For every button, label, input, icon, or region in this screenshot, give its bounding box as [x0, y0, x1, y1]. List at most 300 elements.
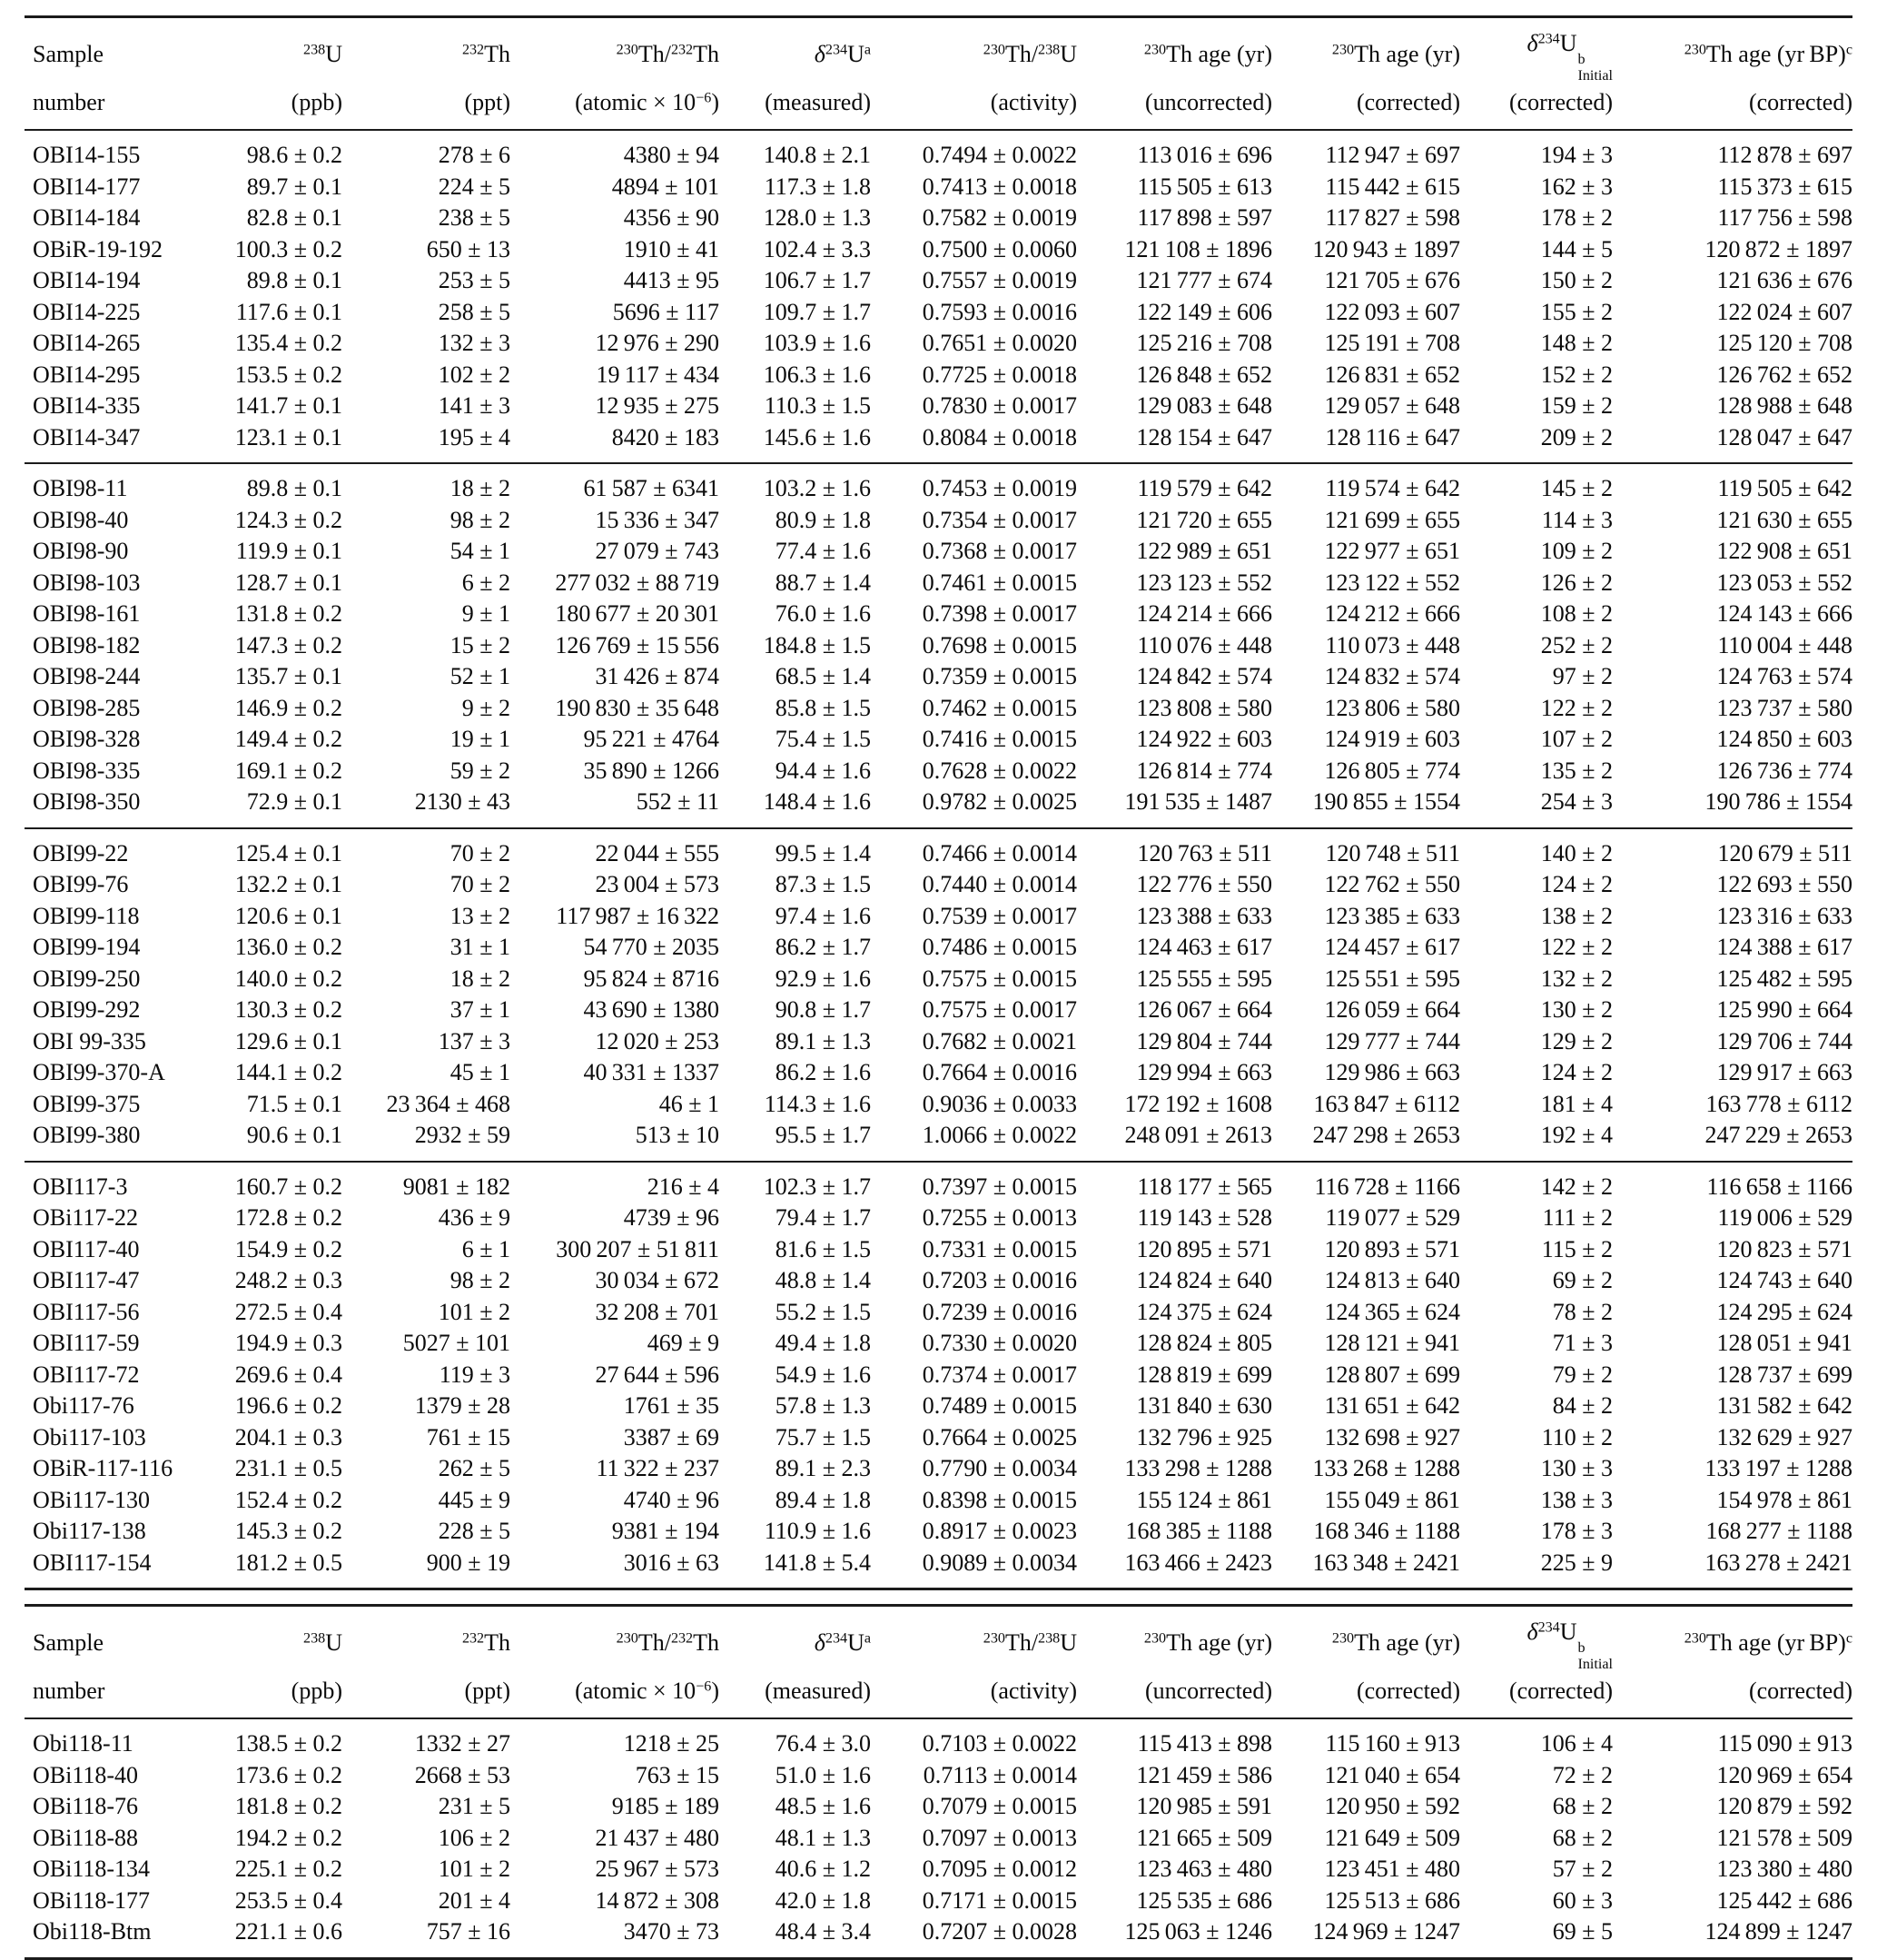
cell-sample: OBI99-76 — [33, 871, 129, 898]
cell-sample: OBI14-184 — [33, 204, 141, 232]
cell-age-bp: 163 278 ± 2421 — [1704, 1549, 1852, 1576]
cell-age-uncorrected: 120 985 ± 591 — [1136, 1793, 1272, 1820]
cell-age-bp: 125 990 ± 664 — [1716, 996, 1852, 1024]
cell-age-uncorrected: 117 898 ± 597 — [1137, 204, 1272, 232]
cell-age-uncorrected: 115 505 ± 613 — [1137, 173, 1272, 200]
table-row — [25, 630, 1852, 662]
cell-th230-u238-activity: 0.7171 ± 0.0015 — [922, 1886, 1077, 1914]
cell-age-uncorrected: 126 067 ± 664 — [1136, 996, 1272, 1024]
cell-sample: OBI14-225 — [33, 298, 141, 325]
cell-u238: 124.3 ± 0.2 — [234, 506, 342, 533]
cell-sample: OBi118-88 — [33, 1824, 139, 1851]
cell-d234u-measured: 75.7 ± 1.5 — [775, 1423, 871, 1450]
table-row — [25, 693, 1852, 725]
table-row — [25, 1162, 1852, 1203]
header-th230-u238-activity: (activity) — [990, 89, 1077, 116]
cell-u238: 169.1 ± 0.2 — [234, 757, 342, 784]
cell-age-corrected: 120 950 ± 592 — [1324, 1793, 1460, 1820]
cell-th230-u238-activity: 0.7698 ± 0.0015 — [922, 631, 1077, 658]
sample-group — [25, 130, 1852, 463]
cell-u238: 221.1 ± 0.6 — [234, 1918, 342, 1945]
cell-u238: 181.8 ± 0.2 — [234, 1793, 342, 1820]
cell-age-corrected: 131 651 ± 642 — [1324, 1392, 1460, 1420]
cell-th232: 2668 ± 53 — [414, 1761, 510, 1788]
cell-age-uncorrected: 121 720 ± 655 — [1136, 506, 1272, 533]
cell-th230-u238-activity: 0.7103 ± 0.0022 — [922, 1730, 1077, 1757]
cell-th232: 1379 ± 28 — [414, 1392, 510, 1420]
cell-age-uncorrected: 124 214 ± 666 — [1136, 600, 1272, 628]
cell-th230-u238-activity: 0.7593 ± 0.0016 — [922, 298, 1077, 325]
cell-age-uncorrected: 155 124 ± 861 — [1136, 1486, 1272, 1513]
cell-sample: OBI14-265 — [33, 330, 141, 357]
cell-d234u-initial: 135 ± 2 — [1540, 757, 1613, 784]
cell-th232: 278 ± 6 — [438, 142, 510, 169]
cell-age-bp: 154 978 ± 861 — [1716, 1486, 1852, 1513]
cell-age-corrected: 125 551 ± 595 — [1324, 965, 1460, 992]
cell-u238: 160.7 ± 0.2 — [234, 1173, 342, 1200]
cell-th230-u238-activity: 0.7079 ± 0.0015 — [922, 1793, 1077, 1820]
cell-th230-u238-activity: 0.7374 ± 0.0017 — [922, 1361, 1077, 1388]
cell-sample: OBI98-285 — [33, 694, 141, 721]
cell-d234u-measured: 110.3 ± 1.5 — [764, 392, 871, 420]
cell-th230-u238-activity: 0.7331 ± 0.0015 — [922, 1235, 1077, 1262]
header-u238: (ppb) — [291, 1678, 342, 1705]
cell-age-bp: 168 277 ± 1188 — [1705, 1518, 1852, 1545]
cell-th230-u238-activity: 0.7397 ± 0.0015 — [922, 1173, 1077, 1200]
cell-age-uncorrected: 118 177 ± 565 — [1137, 1173, 1272, 1200]
cell-th230-th232-ratio: 277 032 ± 88 719 — [555, 569, 719, 596]
cell-d234u-measured: 103.9 ± 1.6 — [763, 330, 871, 357]
cell-th232: 238 ± 5 — [438, 204, 510, 232]
cell-age-uncorrected: 128 154 ± 647 — [1136, 423, 1272, 450]
cell-age-bp: 119 006 ± 529 — [1717, 1204, 1852, 1232]
cell-age-uncorrected: 119 143 ± 528 — [1137, 1204, 1272, 1232]
header-sample: Sample — [33, 40, 104, 67]
cell-th230-th232-ratio: 4380 ± 94 — [623, 142, 719, 169]
cell-sample: OBI117-40 — [33, 1235, 140, 1262]
cell-th232: 228 ± 5 — [438, 1518, 510, 1545]
cell-age-uncorrected: 125 555 ± 595 — [1136, 965, 1272, 992]
cell-d234u-measured: 184.8 ± 1.5 — [763, 631, 871, 658]
cell-th230-u238-activity: 0.7416 ± 0.0015 — [922, 726, 1077, 753]
cell-th230-u238-activity: 0.7368 ± 0.0017 — [922, 538, 1077, 565]
table-row — [25, 828, 1852, 870]
header-d234u-initial: (corrected) — [1508, 1678, 1613, 1705]
cell-sample: Obi117-76 — [33, 1392, 134, 1420]
cell-age-bp: 123 380 ± 480 — [1716, 1856, 1852, 1883]
cell-d234u-measured: 92.9 ± 1.6 — [775, 965, 871, 992]
cell-age-bp: 120 679 ± 511 — [1717, 839, 1852, 866]
cell-th230-th232-ratio: 300 207 ± 51 811 — [556, 1235, 719, 1262]
table-row — [25, 995, 1852, 1026]
cell-th232: 59 ± 2 — [449, 757, 510, 784]
cell-d234u-initial: 68 ± 2 — [1552, 1793, 1613, 1820]
cell-d234u-initial: 150 ± 2 — [1540, 267, 1613, 294]
cell-u238: 89.8 ± 0.1 — [246, 475, 342, 502]
cell-age-bp: 163 778 ± 6112 — [1705, 1090, 1852, 1117]
cell-age-corrected: 123 385 ± 633 — [1324, 902, 1460, 929]
cell-age-bp: 124 388 ± 617 — [1716, 934, 1852, 961]
cell-d234u-initial: 122 ± 2 — [1540, 694, 1613, 721]
uth-table-lower — [25, 1604, 1852, 1960]
cell-th230-th232-ratio: 4413 ± 95 — [623, 267, 719, 294]
cell-th230-th232-ratio: 25 967 ± 573 — [595, 1856, 719, 1883]
cell-age-uncorrected: 129 083 ± 648 — [1136, 392, 1272, 420]
cell-th230-th232-ratio: 3016 ± 63 — [623, 1549, 719, 1576]
cell-th232: 23 364 ± 468 — [386, 1090, 510, 1117]
table-row — [25, 172, 1852, 203]
cell-th232: 9081 ± 182 — [402, 1173, 510, 1200]
cell-th230-u238-activity: 0.7330 ± 0.0020 — [922, 1330, 1077, 1357]
cell-u238: 72.9 ± 0.1 — [246, 788, 342, 816]
cell-d234u-initial: 178 ± 2 — [1540, 204, 1613, 232]
cell-sample: OBI99-370-A — [33, 1059, 165, 1086]
cell-u238: 149.4 ± 0.2 — [234, 726, 342, 753]
cell-th230-u238-activity: 0.7359 ± 0.0015 — [922, 663, 1077, 690]
cell-age-bp: 126 762 ± 652 — [1716, 361, 1852, 388]
cell-d234u-initial: 138 ± 3 — [1540, 1486, 1613, 1513]
cell-d234u-initial: 115 ± 2 — [1541, 1235, 1613, 1262]
cell-age-uncorrected: 132 796 ± 925 — [1136, 1423, 1272, 1450]
cell-age-corrected: 110 073 ± 448 — [1325, 631, 1460, 658]
header-d234u-initial: (corrected) — [1508, 89, 1613, 116]
cell-u238: 269.6 ± 0.4 — [234, 1361, 342, 1388]
cell-age-bp: 129 917 ± 663 — [1716, 1059, 1852, 1086]
cell-th232: 9 ± 2 — [461, 694, 510, 721]
cell-age-corrected: 190 855 ± 1554 — [1312, 788, 1460, 816]
cell-age-corrected: 126 831 ± 652 — [1324, 361, 1460, 388]
cell-age-bp: 110 004 ± 448 — [1717, 631, 1852, 658]
cell-th230-u238-activity: 0.7790 ± 0.0034 — [922, 1455, 1077, 1482]
cell-th230-u238-activity: 0.7466 ± 0.0014 — [922, 839, 1077, 866]
cell-u238: 138.5 ± 0.2 — [234, 1730, 342, 1757]
table-row — [25, 391, 1852, 422]
cell-d234u-measured: 103.2 ± 1.6 — [763, 475, 871, 502]
cell-th232: 106 ± 2 — [438, 1824, 510, 1851]
cell-age-uncorrected: 123 808 ± 580 — [1136, 694, 1272, 721]
cell-u238: 154.9 ± 0.2 — [234, 1235, 342, 1262]
table-row — [25, 265, 1852, 297]
cell-th230-th232-ratio: 126 769 ± 15 556 — [555, 631, 719, 658]
cell-sample: OBI98-161 — [33, 600, 141, 628]
cell-th230-u238-activity: 0.8084 ± 0.0018 — [922, 423, 1077, 450]
cell-th232: 1332 ± 27 — [414, 1730, 510, 1757]
cell-sample: OBI98-350 — [33, 788, 141, 816]
cell-th230-th232-ratio: 31 426 ± 874 — [595, 663, 719, 690]
cell-th232: 195 ± 4 — [438, 423, 510, 450]
cell-age-bp: 123 737 ± 580 — [1716, 694, 1852, 721]
cell-d234u-initial: 107 ± 2 — [1540, 726, 1613, 753]
cell-th230-u238-activity: 0.8917 ± 0.0023 — [922, 1518, 1077, 1545]
table-row — [25, 1422, 1852, 1454]
table-row — [25, 932, 1852, 964]
cell-age-corrected: 123 122 ± 552 — [1324, 569, 1460, 596]
cell-th230-th232-ratio: 4356 ± 90 — [623, 204, 719, 232]
cell-sample: OBI14-194 — [33, 267, 141, 294]
cell-th230-th232-ratio: 3387 ± 69 — [623, 1423, 719, 1450]
cell-age-bp: 121 636 ± 676 — [1716, 267, 1852, 294]
cell-th232: 650 ± 13 — [426, 235, 510, 262]
cell-th230-th232-ratio: 12 020 ± 253 — [595, 1027, 719, 1054]
cell-d234u-initial: 109 ± 2 — [1540, 538, 1613, 565]
cell-th230-u238-activity: 0.7830 ± 0.0017 — [922, 392, 1077, 420]
cell-d234u-initial: 254 ± 3 — [1540, 788, 1613, 816]
cell-th230-u238-activity: 0.7651 ± 0.0020 — [922, 330, 1077, 357]
header-age-uncorrected: (uncorrected) — [1144, 1678, 1272, 1705]
cell-th230-th232-ratio: 54 770 ± 2035 — [583, 934, 719, 961]
cell-th230-th232-ratio: 4894 ± 101 — [611, 173, 719, 200]
cell-d234u-measured: 102.3 ± 1.7 — [763, 1173, 871, 1200]
cell-th230-th232-ratio: 27 079 ± 743 — [595, 538, 719, 565]
cell-age-corrected: 119 077 ± 529 — [1325, 1204, 1460, 1232]
cell-age-bp: 129 706 ± 744 — [1716, 1027, 1852, 1054]
cell-th232: 6 ± 2 — [461, 569, 510, 596]
cell-d234u-initial: 68 ± 2 — [1552, 1824, 1613, 1851]
cell-age-corrected: 123 806 ± 580 — [1324, 694, 1460, 721]
table-header — [25, 1606, 1852, 1719]
cell-d234u-initial: 162 ± 3 — [1540, 173, 1613, 200]
cell-th230-th232-ratio: 1218 ± 25 — [623, 1730, 719, 1757]
cell-age-corrected: 126 805 ± 774 — [1324, 757, 1460, 784]
cell-u238: 129.6 ± 0.1 — [234, 1027, 342, 1054]
table-row — [25, 422, 1852, 464]
cell-age-bp: 122 693 ± 550 — [1716, 871, 1852, 898]
cell-u238: 145.3 ± 0.2 — [234, 1518, 342, 1545]
cell-d234u-initial: 129 ± 2 — [1540, 1027, 1613, 1054]
cell-d234u-measured: 48.1 ± 1.3 — [775, 1824, 871, 1851]
cell-sample: OBI117-47 — [33, 1267, 140, 1294]
cell-age-uncorrected: 123 463 ± 480 — [1136, 1856, 1272, 1883]
cell-d234u-initial: 225 ± 9 — [1540, 1549, 1613, 1576]
cell-age-uncorrected: 129 994 ± 663 — [1136, 1059, 1272, 1086]
cell-age-uncorrected: 125 216 ± 708 — [1136, 330, 1272, 357]
cell-age-bp: 128 988 ± 648 — [1716, 392, 1852, 420]
cell-age-uncorrected: 168 385 ± 1188 — [1125, 1518, 1272, 1545]
cell-th230-th232-ratio: 95 824 ± 8716 — [583, 965, 719, 992]
header-th230-th232-ratio: $^{230}$Th/$^{232}$Th — [616, 40, 719, 67]
cell-th230-th232-ratio: 4739 ± 96 — [623, 1204, 719, 1232]
cell-d234u-initial: 145 ± 2 — [1540, 475, 1613, 502]
cell-age-corrected: 129 057 ± 648 — [1324, 392, 1460, 420]
cell-u238: 204.1 ± 0.3 — [234, 1423, 342, 1450]
cell-age-corrected: 129 986 ± 663 — [1324, 1059, 1460, 1086]
cell-sample: Obi117-103 — [33, 1423, 146, 1450]
cell-th232: 70 ± 2 — [449, 839, 510, 866]
table-row — [25, 1854, 1852, 1886]
cell-th230-th232-ratio: 763 ± 15 — [635, 1761, 719, 1788]
cell-d234u-measured: 68.5 ± 1.4 — [775, 663, 871, 690]
cell-sample: OBI98-244 — [33, 663, 141, 690]
cell-age-uncorrected: 122 776 ± 550 — [1136, 871, 1272, 898]
cell-d234u-measured: 89.1 ± 2.3 — [775, 1455, 871, 1482]
cell-age-corrected: 168 346 ± 1188 — [1313, 1518, 1460, 1545]
cell-d234u-measured: 114.3 ± 1.6 — [764, 1090, 871, 1117]
header-d234u-measured: $\delta^{234}U^a$ — [814, 40, 871, 67]
cell-age-uncorrected: 121 459 ± 586 — [1136, 1761, 1272, 1788]
cell-d234u-initial: 69 ± 2 — [1552, 1267, 1613, 1294]
cell-u238: 135.7 ± 0.1 — [234, 663, 342, 690]
cell-d234u-measured: 86.2 ± 1.6 — [775, 1059, 871, 1086]
cell-u238: 128.7 ± 0.1 — [234, 569, 342, 596]
table-row — [25, 1057, 1852, 1089]
cell-u238: 172.8 ± 0.2 — [234, 1204, 342, 1232]
table-row — [25, 869, 1852, 901]
cell-th230-th232-ratio: 9185 ± 189 — [611, 1793, 719, 1820]
cell-d234u-initial: 72 ± 2 — [1552, 1761, 1613, 1788]
cell-th230-th232-ratio: 5696 ± 117 — [612, 298, 719, 325]
cell-d234u-initial: 111 ± 2 — [1542, 1204, 1613, 1232]
cell-u238: 194.9 ± 0.3 — [234, 1330, 342, 1357]
cell-sample: OBI 99-335 — [33, 1027, 146, 1054]
cell-d234u-measured: 106.3 ± 1.6 — [763, 361, 871, 388]
header-d234u-initial: $\delta^{234}U$ b Initial — [1526, 30, 1613, 84]
cell-age-uncorrected: 163 466 ± 2423 — [1124, 1549, 1272, 1576]
cell-sample: OBI99-250 — [33, 965, 141, 992]
cell-d234u-measured: 55.2 ± 1.5 — [775, 1298, 871, 1325]
header-u238: (ppb) — [291, 89, 342, 116]
cell-th232: 19 ± 1 — [449, 726, 510, 753]
cell-age-uncorrected: 125 535 ± 686 — [1136, 1886, 1272, 1914]
cell-sample: OBI117-59 — [33, 1330, 140, 1357]
table-row — [25, 234, 1852, 266]
cell-u238: 98.6 ± 0.2 — [246, 142, 342, 169]
cell-th230-u238-activity: 0.7207 ± 0.0028 — [922, 1918, 1077, 1945]
cell-d234u-initial: 132 ± 2 — [1540, 965, 1613, 992]
cell-d234u-measured: 102.4 ± 3.3 — [763, 235, 871, 262]
cell-age-corrected: 115 160 ± 913 — [1325, 1730, 1460, 1757]
cell-sample: OBI98-90 — [33, 538, 129, 565]
cell-d234u-initial: 69 ± 5 — [1552, 1918, 1613, 1945]
cell-age-bp: 125 482 ± 595 — [1716, 965, 1852, 992]
cell-d234u-measured: 48.8 ± 1.4 — [775, 1267, 871, 1294]
cell-age-corrected: 133 268 ± 1288 — [1312, 1455, 1460, 1482]
cell-age-bp: 122 908 ± 651 — [1716, 538, 1852, 565]
cell-d234u-measured: 97.4 ± 1.6 — [775, 902, 871, 929]
cell-th230-th232-ratio: 95 221 ± 4764 — [583, 726, 719, 753]
cell-th232: 15 ± 2 — [449, 631, 510, 658]
cell-age-uncorrected: 120 763 ± 511 — [1137, 839, 1272, 866]
cell-u238: 117.6 ± 0.1 — [235, 298, 342, 325]
cell-age-corrected: 124 832 ± 574 — [1324, 663, 1460, 690]
cell-u238: 125.4 ± 0.1 — [234, 839, 342, 866]
table-row — [25, 1297, 1852, 1329]
cell-sample: OBI99-194 — [33, 934, 141, 961]
cell-u238: 82.8 ± 0.1 — [246, 204, 342, 232]
cell-d234u-initial: 122 ± 2 — [1540, 934, 1613, 961]
cell-th232: 9 ± 1 — [461, 600, 510, 628]
cell-d234u-initial: 78 ± 2 — [1552, 1298, 1613, 1325]
cell-th230-th232-ratio: 117 987 ± 16 322 — [556, 902, 719, 929]
cell-d234u-measured: 48.4 ± 3.4 — [775, 1918, 871, 1945]
table-row — [25, 1791, 1852, 1823]
cell-u238: 119.9 ± 0.1 — [235, 538, 342, 565]
cell-age-corrected: 122 977 ± 651 — [1324, 538, 1460, 565]
cell-d234u-measured: 89.1 ± 1.3 — [775, 1027, 871, 1054]
cell-d234u-initial: 124 ± 2 — [1540, 871, 1613, 898]
table-row — [25, 599, 1852, 630]
cell-d234u-measured: 140.8 ± 2.1 — [763, 142, 871, 169]
cell-u238: 173.6 ± 0.2 — [234, 1761, 342, 1788]
header-age-uncorrected: (uncorrected) — [1144, 89, 1272, 116]
cell-th230-u238-activity: 0.7453 ± 0.0019 — [922, 475, 1077, 502]
cell-age-bp: 121 578 ± 509 — [1716, 1824, 1852, 1851]
cell-age-uncorrected: 124 842 ± 574 — [1136, 663, 1272, 690]
cell-age-uncorrected: 133 298 ± 1288 — [1124, 1455, 1272, 1482]
cell-th230-u238-activity: 0.7097 ± 0.0013 — [922, 1824, 1077, 1851]
sample-group — [25, 463, 1852, 828]
header-th230-th232-ratio: (atomic × $10^{-6}$) — [575, 1678, 719, 1705]
table-row — [25, 297, 1852, 329]
cell-d234u-measured: 48.5 ± 1.6 — [775, 1793, 871, 1820]
cell-age-bp: 247 229 ± 2653 — [1704, 1122, 1852, 1149]
cell-age-uncorrected: 120 895 ± 571 — [1136, 1235, 1272, 1262]
cell-th232: 37 ± 1 — [449, 996, 510, 1024]
header-sample: number — [33, 89, 105, 116]
cell-th232: 98 ± 2 — [449, 1267, 510, 1294]
cell-age-bp: 123 316 ± 633 — [1716, 902, 1852, 929]
cell-th230-u238-activity: 0.7486 ± 0.0015 — [922, 934, 1077, 961]
header-th232: $^{232}$Th — [461, 1628, 510, 1656]
cell-sample: OBI99-118 — [33, 902, 140, 929]
cell-th230-u238-activity: 0.7398 ± 0.0017 — [922, 600, 1077, 628]
cell-age-corrected: 119 574 ± 642 — [1325, 475, 1460, 502]
cell-age-uncorrected: 122 989 ± 651 — [1136, 538, 1272, 565]
cell-d234u-initial: 84 ± 2 — [1552, 1392, 1613, 1420]
cell-u238: 248.2 ± 0.3 — [234, 1267, 342, 1294]
cell-th230-u238-activity: 0.7539 ± 0.0017 — [922, 902, 1077, 929]
cell-d234u-measured: 148.4 ± 1.6 — [763, 788, 871, 816]
cell-d234u-measured: 128.0 ± 1.3 — [763, 204, 871, 232]
cell-age-uncorrected: 129 804 ± 744 — [1136, 1027, 1272, 1054]
cell-age-bp: 125 120 ± 708 — [1716, 330, 1852, 357]
cell-age-bp: 128 737 ± 699 — [1716, 1361, 1852, 1388]
cell-sample: OBI14-295 — [33, 361, 141, 388]
cell-th230-u238-activity: 0.7494 ± 0.0022 — [922, 142, 1077, 169]
cell-th232: 436 ± 9 — [438, 1204, 510, 1232]
cell-th230-th232-ratio: 4740 ± 96 — [623, 1486, 719, 1513]
cell-d234u-initial: 192 ± 4 — [1540, 1122, 1613, 1149]
cell-u238: 231.1 ± 0.5 — [234, 1455, 342, 1482]
header-age-corrected: (corrected) — [1356, 1678, 1460, 1705]
cell-d234u-initial: 142 ± 2 — [1540, 1173, 1613, 1200]
cell-age-corrected: 125 513 ± 686 — [1324, 1886, 1460, 1914]
table-row — [25, 1886, 1852, 1917]
cell-u238: 147.3 ± 0.2 — [234, 631, 342, 658]
cell-th230-th232-ratio: 46 ± 1 — [658, 1090, 719, 1117]
cell-sample: OBI14-155 — [33, 142, 141, 169]
header-d234u-measured: (measured) — [765, 89, 871, 116]
cell-age-uncorrected: 119 579 ± 642 — [1137, 475, 1272, 502]
cell-th230-u238-activity: 0.7413 ± 0.0018 — [922, 173, 1077, 200]
cell-sample: OBI14-177 — [33, 173, 141, 200]
cell-th230-th232-ratio: 11 322 ± 237 — [596, 1455, 719, 1482]
header-row — [25, 1672, 1852, 1718]
cell-age-bp: 119 505 ± 642 — [1717, 475, 1852, 502]
cell-th230-u238-activity: 0.7500 ± 0.0060 — [922, 235, 1077, 262]
table-row — [25, 964, 1852, 995]
table-row — [25, 1916, 1852, 1958]
cell-th232: 224 ± 5 — [438, 173, 510, 200]
cell-sample: OBI99-375 — [33, 1090, 141, 1117]
cell-u238: 196.6 ± 0.2 — [234, 1392, 342, 1420]
cell-th232: 900 ± 19 — [426, 1549, 510, 1576]
cell-age-uncorrected: 122 149 ± 606 — [1136, 298, 1272, 325]
table-row — [25, 1718, 1852, 1760]
cell-sample: OBI98-182 — [33, 631, 141, 658]
cell-sample: OBI98-11 — [33, 475, 128, 502]
cell-u238: 272.5 ± 0.4 — [234, 1298, 342, 1325]
cell-sample: OBi117-22 — [33, 1204, 139, 1232]
